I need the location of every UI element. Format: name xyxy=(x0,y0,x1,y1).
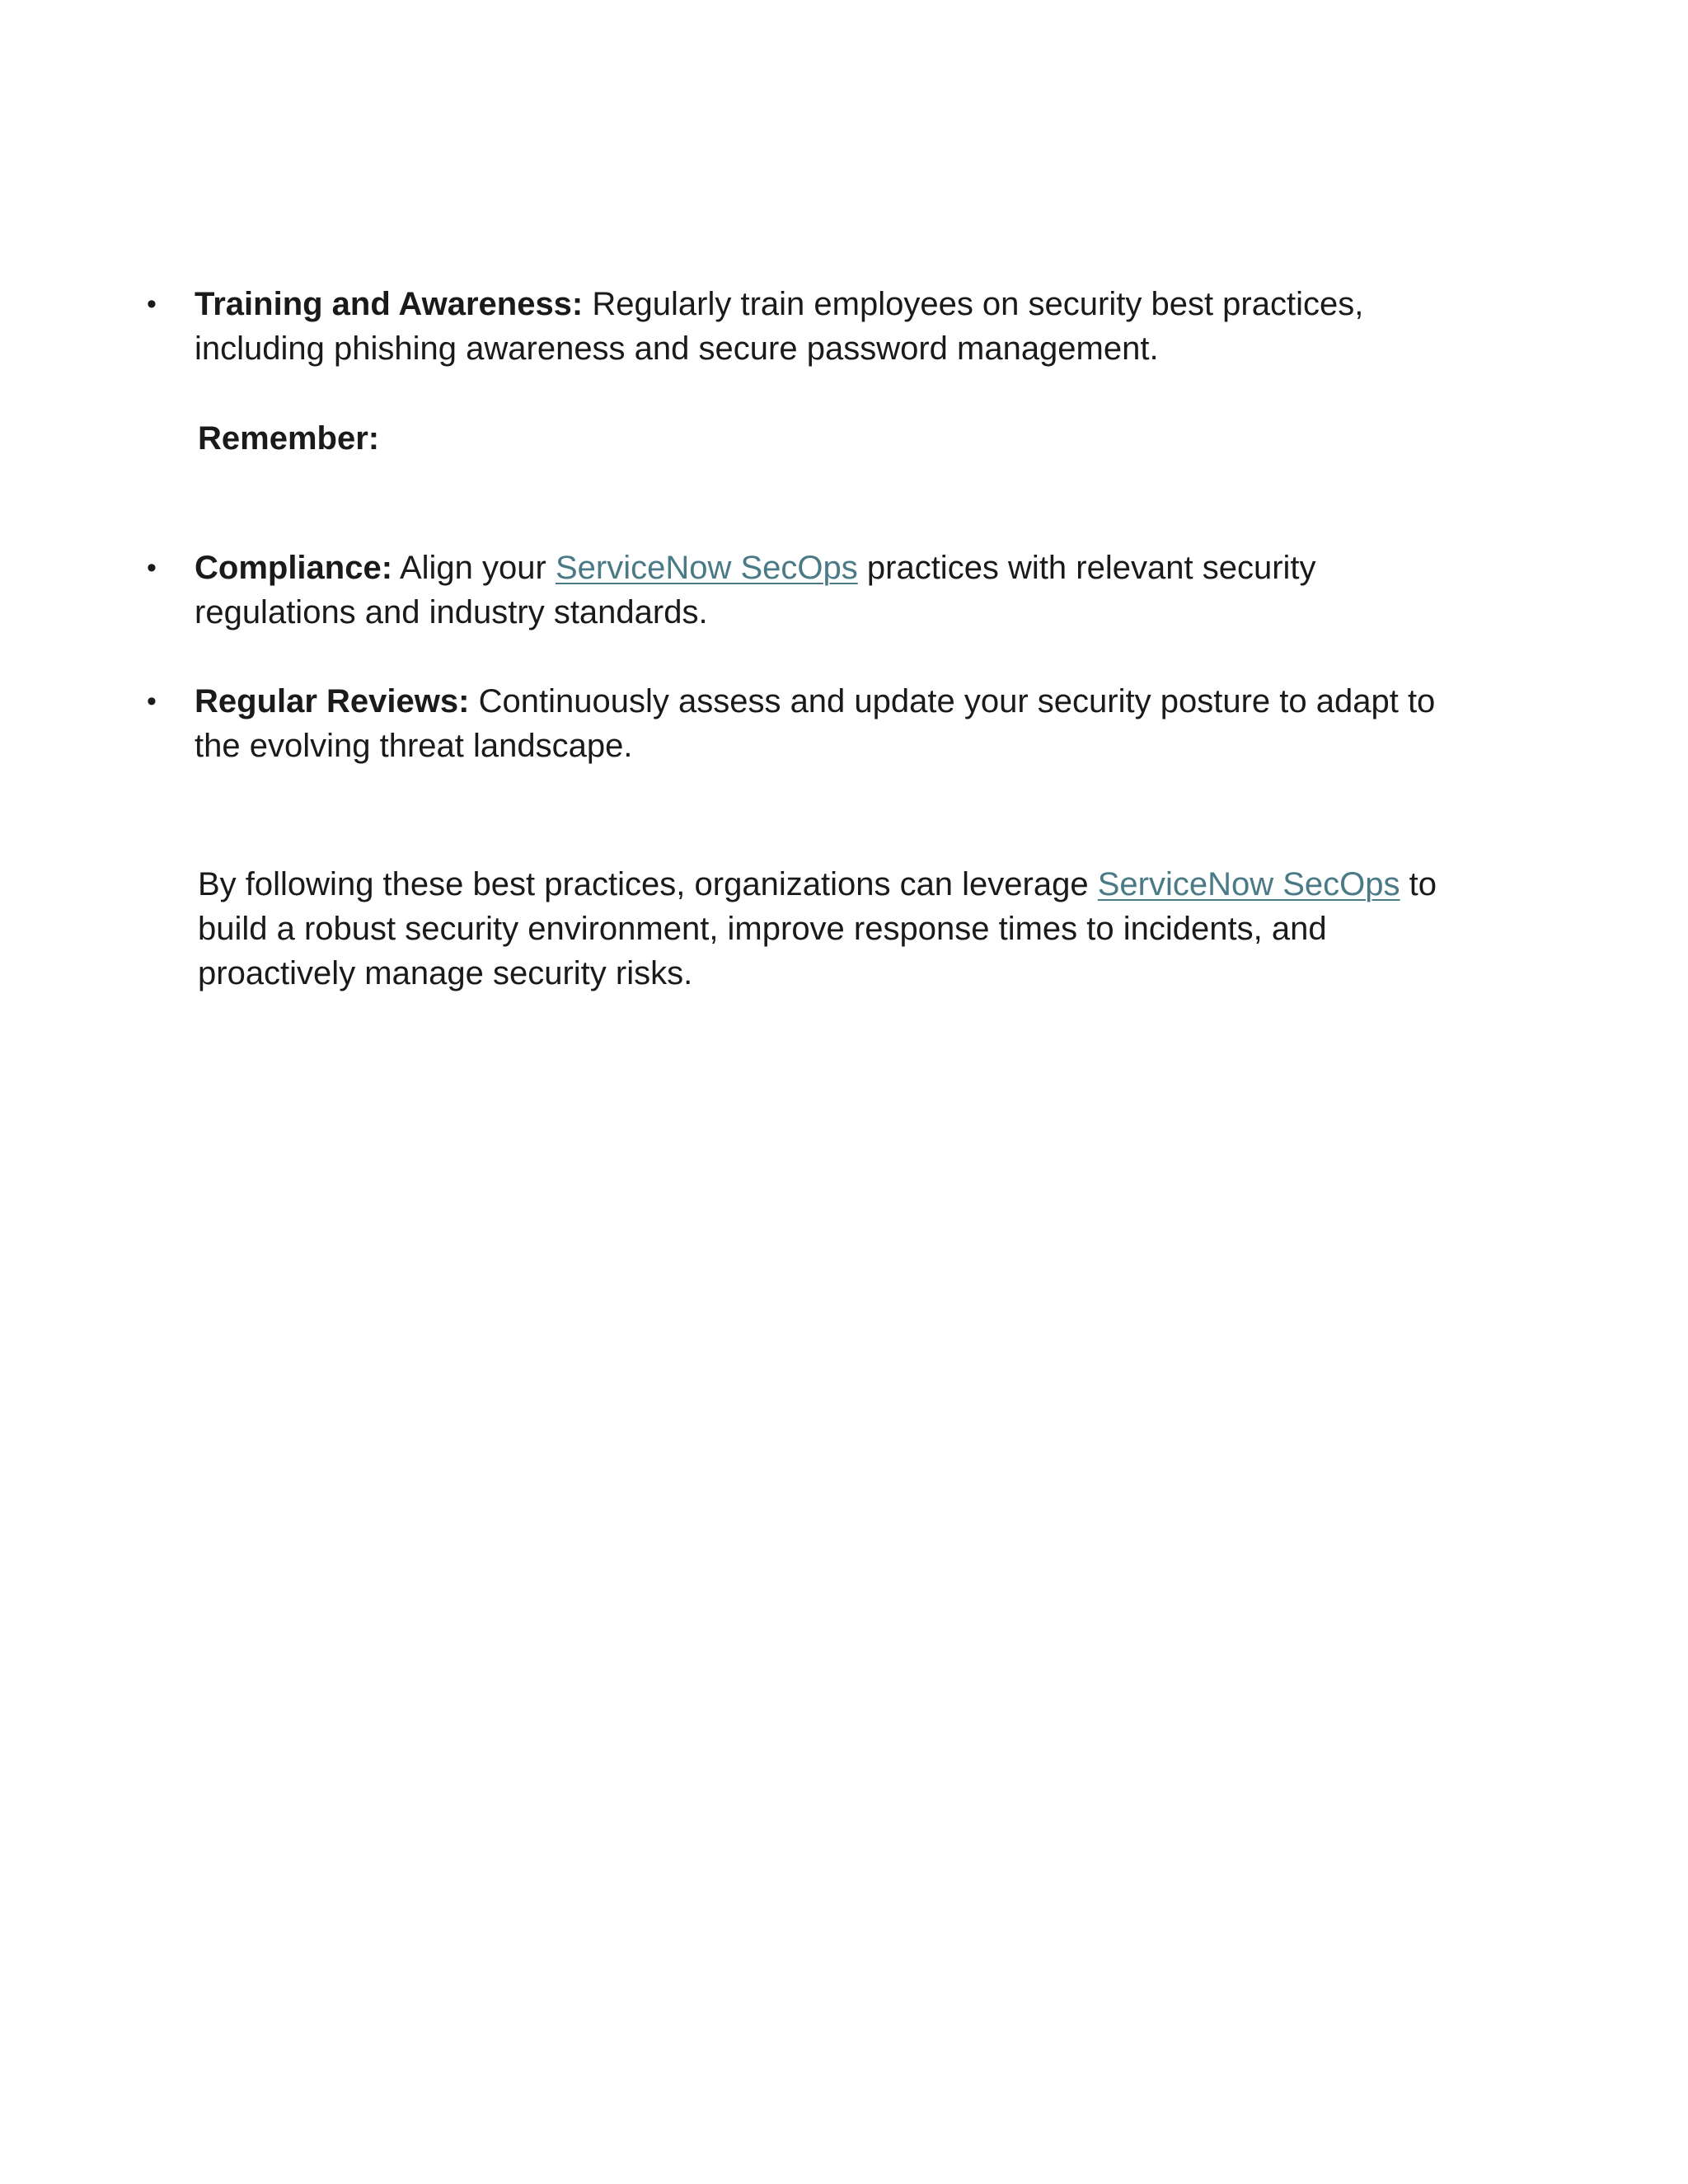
list-item-text xyxy=(195,546,1464,635)
servicenow-secops-link[interactable]: ServiceNow SecOps xyxy=(555,550,858,586)
bullet-marker: • xyxy=(147,552,157,583)
list-item-heading: Regular Reviews: xyxy=(195,683,470,719)
remember-label: Remember: xyxy=(198,420,380,457)
list-item-body-continued: regulations and industry standards. xyxy=(195,594,708,630)
closing-text-continued: proactively manage security risks. xyxy=(198,955,693,991)
list-item-body-continued: including phishing awareness and secure password management. xyxy=(195,330,1159,367)
list-item-body-continued: the evolving threat landscape. xyxy=(195,728,633,764)
closing-paragraph xyxy=(198,862,1467,996)
servicenow-secops-link[interactable]: ServiceNow SecOps xyxy=(1097,866,1400,902)
list-item-text xyxy=(195,282,1464,371)
bullet-marker: • xyxy=(147,288,157,320)
list-item-body: Regularly train employees on security best practices, xyxy=(592,286,1364,322)
closing-text-continued: build a robust security environment, improve response times to incidents, and xyxy=(198,911,1327,947)
list-item-body: Continuously assess and update your security posture to adapt to xyxy=(478,683,1436,719)
bullet-marker: • xyxy=(147,686,157,717)
list-item-text xyxy=(195,679,1464,768)
list-item-heading: Compliance: xyxy=(195,550,393,586)
list-item-body: practices with relevant security xyxy=(866,550,1316,586)
list-item-body: Align your xyxy=(399,550,546,586)
closing-text: to xyxy=(1409,866,1437,902)
closing-text: By following these best practices, organizations can leverage xyxy=(198,866,1089,902)
list-item-heading: Training and Awareness: xyxy=(195,286,584,322)
